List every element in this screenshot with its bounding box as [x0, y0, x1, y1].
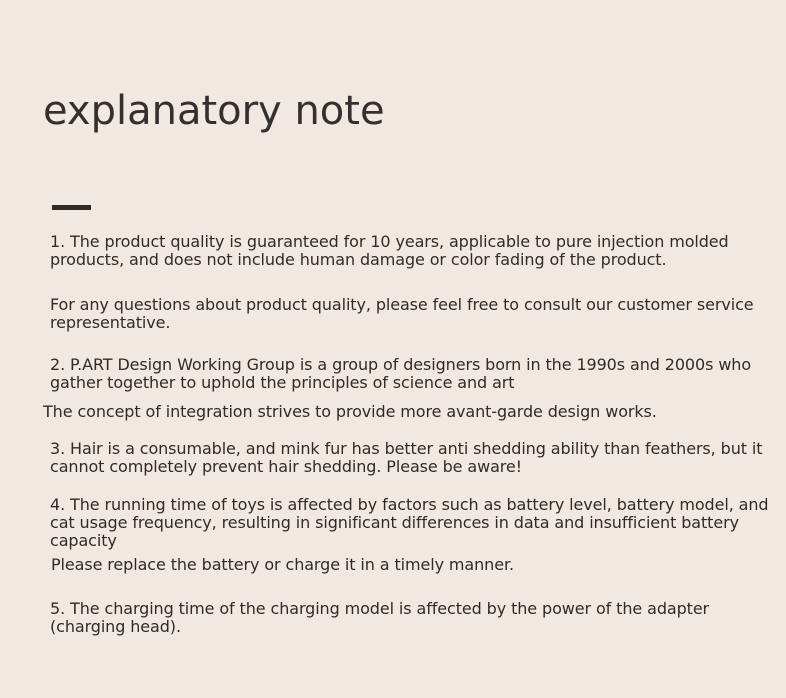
note-design-group: 2. P.ART Design Working Group is a group of designers born in the 1990s and 2000s who gather together to uphold the principles of science and art — [50, 355, 752, 392]
note-charging-time: 5. The charging time of the charging model is affected by the power of the adapter (charging head). — [50, 599, 710, 636]
title-divider — [52, 205, 91, 210]
page-title: explanatory note — [43, 88, 385, 134]
note-quality-guarantee: 1. The product quality is guaranteed for 10 years, applicable to pure injection molded products, and does not include human damage or color fading of the product. — [50, 232, 729, 269]
note-integration-concept: The concept of integration strives to provide more avant-garde design works. — [43, 402, 657, 421]
note-running-time: 4. The running time of toys is affected by factors such as battery level, battery model, and cat usage frequency, resulting in significant differences in data and insufficient battery capacity — [50, 495, 769, 550]
note-battery-replace: Please replace the battery or charge it in a timely manner. — [51, 555, 514, 574]
note-customer-service: For any questions about product quality, please feel free to consult our customer service representative. — [50, 295, 754, 332]
note-hair-shedding: 3. Hair is a consumable, and mink fur has better anti shedding ability than feathers, but it cannot completely prevent hair shedding. Please be aware! — [50, 439, 763, 476]
